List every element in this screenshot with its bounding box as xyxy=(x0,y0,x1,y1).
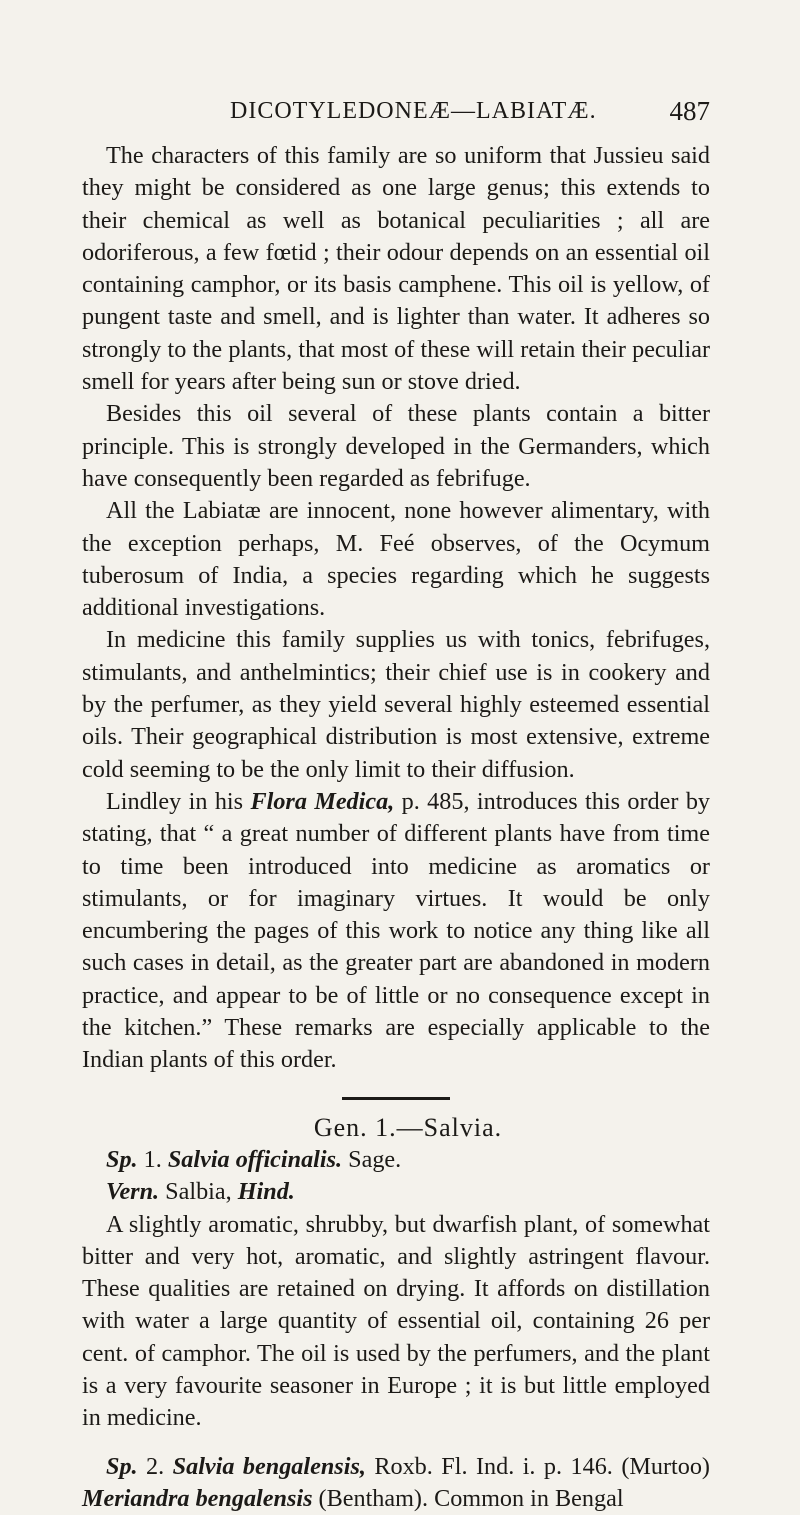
section-divider xyxy=(342,1097,450,1100)
vern-name: Salbia, xyxy=(159,1178,238,1206)
species-2-rest: (Bentham). Common in Bengal xyxy=(312,1484,624,1512)
species-1-heading xyxy=(82,1144,710,1176)
page-number: 487 xyxy=(669,96,710,126)
lindley-text-b: p. 485, introduces this order by stating, that “ a great number of different plants have from time to time been introduced into medicine as aromatics or stimulants, or for imaginary virtues. It would be only encumbering the pages of this work to notice any thing like all such cases in detail, as the greater part are abandoned in modern practice, and appear to be of little or no consequence except in the kitchen.” These remarks are especially applicable to the Indian plants of this order. xyxy=(82,787,711,1074)
paragraph-labiatae-innocent: All the Labiatæ are innocent, none however alimentary, with the exception perhaps, M. Feé observes, of the Ocymum tuberosum of India, a species regarding which he suggests additional investigations. xyxy=(82,497,710,622)
species-1-description: A slightly aromatic, shrubby, but dwarfish plant, of somewhat bitter and very hot, aromatic, and slightly astringent flavour. These qualities are retained on drying. It affords on distillation with water a large quantity of essential oil, containing 26 per cent. of camphor. The oil is used by the perfumers, and the plant is a very favourite seasoner in Europe ; it is but little employed in medicine. xyxy=(82,1210,710,1432)
main-text xyxy=(82,140,710,1515)
running-header xyxy=(230,98,710,134)
genus-heading: Gen. 1.—Salvia. xyxy=(313,1112,503,1142)
species-2-label: Sp. xyxy=(106,1452,138,1480)
vern-language: Hind. xyxy=(237,1178,295,1206)
vern-label: Vern. xyxy=(106,1178,160,1206)
flora-medica-title: Flora Medica, xyxy=(250,787,395,815)
species-2-reference: Roxb. Fl. Ind. i. p. 146. (Murtoo) xyxy=(365,1452,710,1480)
paragraph-medicine: In medicine this family supplies us with tonics, febrifuges, stimulants, and anthelmintics; their chief use is in cookery and by the perfumer, as they yield several highly esteemed essential oils. Their geographical distribution is most extensive, extreme cold seeming to be the only limit to their diffusion. xyxy=(82,626,710,783)
paragraph-lindley xyxy=(82,786,710,1077)
species-1-vernacular xyxy=(82,1176,710,1208)
paragraph-characters: The characters of this family are so uniform that Jussieu said they might be considered as one large genus; this extends to their chemical as well as botanical peculiarities ; all are odoriferous, a few fœtid ; their odour depends on an essential oil containing camphor, or its basis camphene. This oil is yellow, of pungent taste and smell, and is lighter than water. It adheres so strongly to the plants, that most of these will retain their peculiar smell for years after being sun or stove dried. xyxy=(82,142,710,396)
species-1-number: 1. xyxy=(137,1145,168,1173)
species-1-name: Salvia officinalis. xyxy=(167,1145,343,1173)
species-2-synonym: Meriandra bengalensis xyxy=(82,1484,313,1512)
lindley-text-a: Lindley in his xyxy=(106,787,251,815)
paragraph-bitter-principle: Besides this oil several of these plants contain a bitter principle. This is strongly developed in the Germanders, which have consequently been regarded as febrifuge. xyxy=(82,400,710,492)
header-title: DICOTYLEDONEÆ—LABIATÆ. xyxy=(230,98,597,124)
species-2-name: Salvia bengalensis, xyxy=(172,1452,366,1480)
species-2-number: 2. xyxy=(137,1452,173,1480)
species-1-label: Sp. xyxy=(106,1145,138,1173)
species-2-entry xyxy=(82,1451,710,1515)
species-1-common-name: Sage. xyxy=(342,1145,402,1173)
